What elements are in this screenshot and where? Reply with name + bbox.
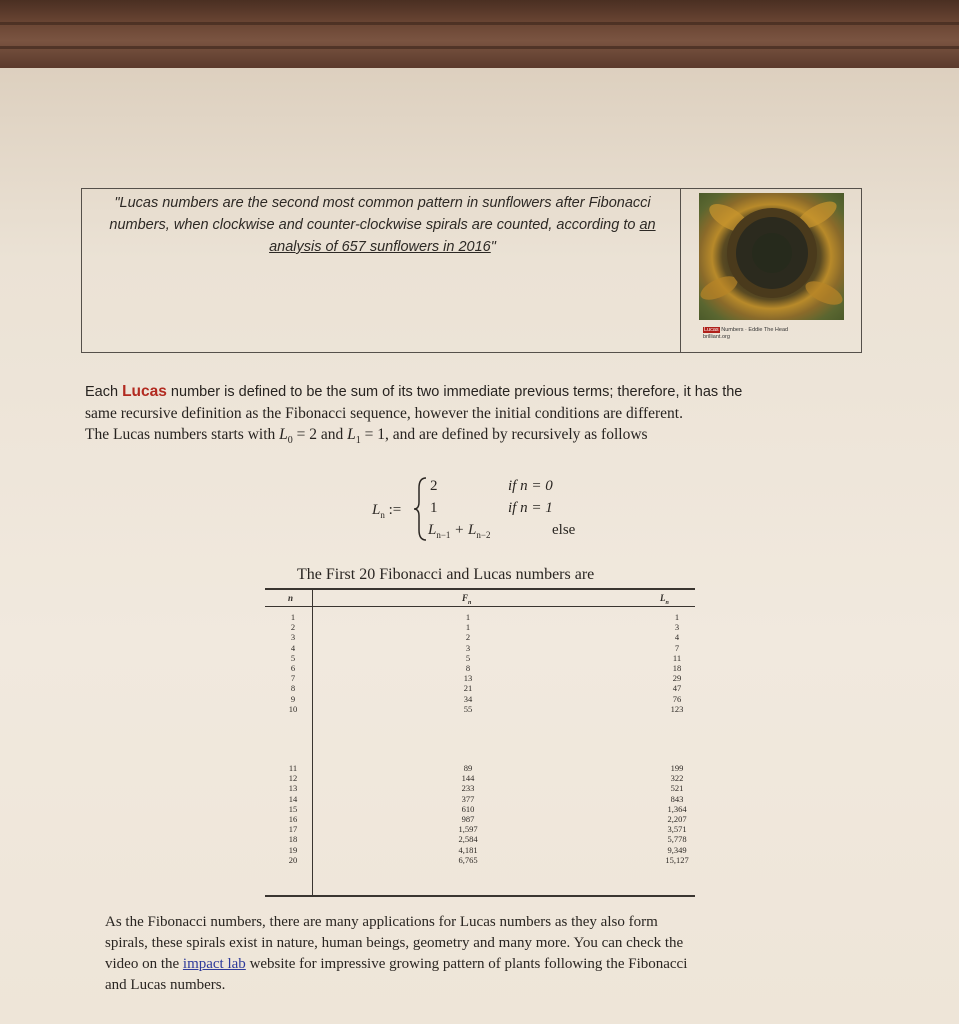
image-caption bbox=[703, 327, 853, 341]
outro-paragraph bbox=[105, 912, 865, 996]
case3-sub2: n−2 bbox=[476, 530, 491, 540]
table-cell-f: 89 bbox=[463, 763, 473, 773]
table-cell-n: 8 bbox=[290, 683, 296, 694]
column-n-group1 bbox=[278, 612, 308, 714]
lucas-formula bbox=[372, 474, 632, 544]
case3-condition: else bbox=[552, 522, 576, 538]
table-cell-n: 1 bbox=[290, 612, 296, 622]
intro-line3: The Lucas numbers starts with bbox=[85, 426, 280, 443]
table-cell-l: 18 bbox=[672, 663, 682, 674]
table-cell-l: 5,778 bbox=[667, 834, 687, 845]
table-cell-n: 14 bbox=[288, 793, 298, 804]
table-cell-l: 123 bbox=[670, 703, 684, 714]
header-f: F bbox=[462, 593, 469, 603]
table-cell-n: 7 bbox=[290, 673, 296, 684]
case2-value: 1 bbox=[430, 500, 438, 516]
table-cell-f: 34 bbox=[463, 693, 473, 704]
table-cell-f: 55 bbox=[463, 703, 473, 714]
table-cell-l: 322 bbox=[670, 773, 684, 784]
table-header-rule bbox=[265, 606, 695, 607]
column-f-group1 bbox=[448, 612, 488, 714]
table-cell-l: 3,571 bbox=[667, 824, 687, 835]
sunflower-core bbox=[752, 233, 792, 273]
table-cell-f: 5 bbox=[465, 652, 471, 663]
table-cell-f: 3 bbox=[465, 642, 471, 653]
lucas-highlight: Lucas bbox=[122, 383, 167, 400]
table-cell-l: 843 bbox=[670, 793, 684, 804]
l1-symbol: L bbox=[347, 426, 356, 443]
table-cell-n: 15 bbox=[288, 803, 298, 814]
column-f-group2 bbox=[448, 763, 488, 865]
header-ln bbox=[660, 593, 669, 606]
case3-term2: + L bbox=[450, 522, 477, 538]
sunflower-image bbox=[699, 193, 844, 320]
table-cell-l: 1 bbox=[674, 612, 680, 622]
table-cell-l: 76 bbox=[672, 693, 682, 704]
table-cell-n: 11 bbox=[288, 763, 298, 773]
analysis-link[interactable]: an analysis of 657 sunflowers in 2016 bbox=[269, 217, 656, 255]
table-cell-n: 10 bbox=[288, 703, 298, 714]
table-cell-l: 47 bbox=[672, 683, 682, 694]
table-cell-l: 11 bbox=[672, 652, 682, 663]
table-cell-l: 3 bbox=[674, 622, 680, 633]
column-l-group2 bbox=[655, 763, 699, 865]
outro-line3b: website for impressive growing pattern of plants following the Fibonacci bbox=[245, 956, 688, 972]
table-top-rule bbox=[265, 588, 695, 590]
table-cell-f: 2,584 bbox=[458, 834, 478, 845]
caption-text: Numbers · Eddie The Head bbox=[719, 327, 789, 333]
table-cell-f: 987 bbox=[461, 814, 475, 825]
formula-brace bbox=[414, 476, 428, 542]
quote-text bbox=[90, 192, 675, 258]
table-title: The First 20 Fibonacci and Lucas numbers are bbox=[297, 566, 595, 583]
table-cell-f: 6,765 bbox=[458, 854, 478, 865]
header-f-sub: n bbox=[468, 599, 472, 606]
impact-lab-link[interactable]: impact lab bbox=[182, 956, 246, 972]
case1-value: 2 bbox=[430, 478, 438, 494]
table-cell-l: 29 bbox=[672, 673, 682, 684]
table-cell-f: 13 bbox=[463, 673, 473, 684]
table-cell-f: 144 bbox=[461, 773, 475, 784]
table-cell-l: 9,349 bbox=[667, 844, 687, 855]
table-cell-l: 7 bbox=[674, 642, 680, 653]
case2-condition: if n = 1 bbox=[508, 500, 553, 516]
table-cell-n: 18 bbox=[288, 834, 298, 845]
intro-line2: same recursive definition as the Fibonacci sequence, however the initial conditions are different. bbox=[85, 405, 683, 422]
table-column-rule bbox=[312, 588, 313, 896]
table-cell-n: 17 bbox=[288, 824, 298, 835]
table-cell-f: 377 bbox=[461, 793, 475, 804]
table-cell-l: 199 bbox=[670, 763, 684, 773]
intro-text: Each bbox=[85, 384, 123, 400]
table-cell-f: 4,181 bbox=[458, 844, 478, 855]
quote-close: " bbox=[490, 239, 496, 255]
table-cell-n: 5 bbox=[290, 652, 296, 663]
caption-lucas: Lucas bbox=[704, 327, 719, 333]
intro-text: number is defined to be the sum of its two immediate previous terms; therefore, it has the bbox=[166, 384, 743, 400]
table-cell-n: 6 bbox=[290, 663, 296, 674]
outro-line3: video on the bbox=[105, 956, 183, 972]
intro-eq2: = 1, and are defined by recursively as follows bbox=[360, 426, 648, 443]
outro-line1: As the Fibonacci numbers, there are many applications for Lucas numbers as they also form bbox=[105, 914, 658, 930]
table-cell-l: 2,207 bbox=[667, 814, 687, 825]
bezel-rule bbox=[0, 46, 959, 49]
bezel-rule bbox=[0, 22, 959, 25]
formula-lhs-sub: n bbox=[380, 510, 385, 520]
table-cell-f: 2 bbox=[465, 632, 471, 643]
table-cell-n: 13 bbox=[288, 783, 298, 794]
table-cell-l: 1,364 bbox=[667, 803, 687, 814]
l0-symbol: L bbox=[279, 426, 288, 443]
formula-lhs: L bbox=[372, 502, 381, 518]
table-cell-f: 8 bbox=[465, 663, 471, 674]
case3-sub1: n−1 bbox=[436, 530, 451, 540]
table-cell-l: 4 bbox=[674, 632, 680, 643]
header-fn bbox=[462, 593, 471, 606]
table-cell-f: 1,597 bbox=[458, 824, 478, 835]
table-cell-f: 610 bbox=[461, 803, 475, 814]
table-cell-n: 3 bbox=[290, 632, 296, 643]
table-cell-f: 1 bbox=[465, 612, 471, 622]
caption-source: brilliant.org bbox=[703, 334, 730, 340]
header-n: n bbox=[288, 593, 294, 603]
table-cell-n: 19 bbox=[288, 844, 298, 855]
case1-condition: if n = 0 bbox=[508, 478, 553, 494]
table-cell-f: 233 bbox=[461, 783, 475, 794]
outro-line4: and Lucas numbers. bbox=[105, 977, 226, 993]
table-cell-f: 21 bbox=[463, 683, 473, 694]
header-l: L bbox=[660, 593, 666, 603]
intro-eq1: = 2 and bbox=[292, 426, 348, 443]
formula-assign: := bbox=[388, 502, 402, 518]
intro-paragraph bbox=[85, 381, 875, 451]
table-cell-f: 1 bbox=[465, 622, 471, 633]
table-cell-n: 2 bbox=[290, 622, 296, 633]
table-bottom-rule bbox=[265, 895, 695, 897]
table-cell-n: 9 bbox=[290, 693, 296, 704]
outro-line2: spirals, these spirals exist in nature, human beings, geometry and many more. You can check the bbox=[105, 935, 684, 951]
l1-subscript: 1 bbox=[355, 435, 361, 447]
table-cell-n: 12 bbox=[288, 773, 298, 784]
quote-body: "Lucas numbers are the second most common pattern in sunflowers after Fibonacci numbers, when clockwise and counter-clockwise spirals are counted, according to bbox=[109, 195, 651, 233]
case3-term1: L bbox=[428, 522, 437, 538]
table-cell-n: 20 bbox=[288, 854, 298, 865]
column-n-group2 bbox=[278, 763, 308, 865]
l0-subscript: 0 bbox=[287, 435, 293, 447]
monitor-bezel bbox=[0, 0, 959, 68]
table-cell-n: 4 bbox=[290, 642, 296, 653]
table-cell-n: 16 bbox=[288, 814, 298, 825]
header-l-sub: n bbox=[665, 599, 669, 606]
column-l-group1 bbox=[655, 612, 699, 714]
table-cell-l: 521 bbox=[670, 783, 684, 794]
table-cell-l: 15,127 bbox=[665, 854, 689, 865]
